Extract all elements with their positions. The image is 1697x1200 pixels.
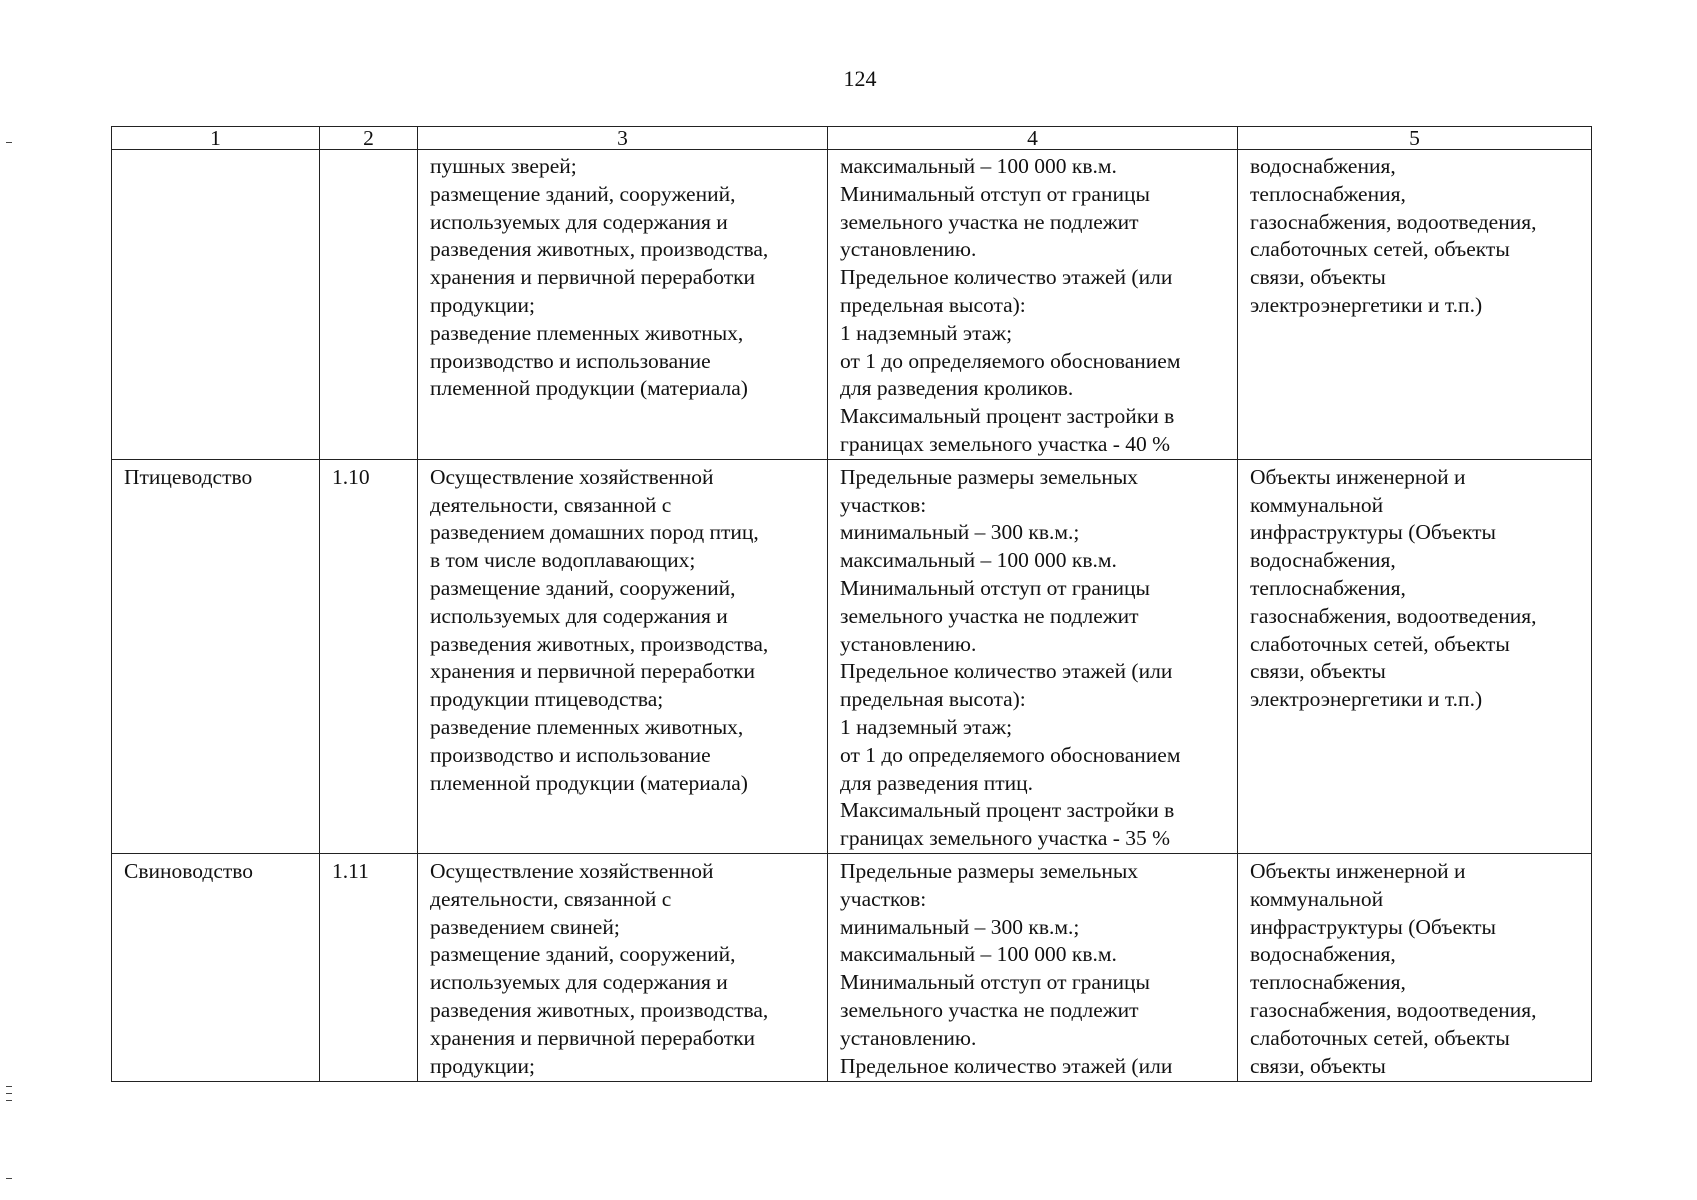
text-line: хранения и первичной переработки (430, 265, 756, 290)
text-line: связи, объекты (1250, 265, 1386, 290)
page-number: 124 (843, 66, 877, 91)
text-line: электроэнергетики и т.п.) (1250, 687, 1483, 712)
regulations-table (111, 126, 1592, 1082)
text-line: разведения животных, производства, (430, 237, 769, 262)
text-line: продукции; (430, 292, 536, 317)
parameters-cell (828, 459, 1238, 853)
table-row (112, 853, 1592, 1081)
text-line: границах земельного участка - 35 % (840, 826, 1171, 851)
activity-code-cell (320, 150, 418, 460)
text-line: племенной продукции (материала) (430, 376, 748, 401)
infrastructure-cell (1238, 853, 1592, 1081)
text-line: водоснабжения, (1250, 942, 1396, 967)
text-line: максимальный – 100 000 кв.м. (840, 942, 1117, 967)
text-line: Предельные размеры земельных (840, 464, 1139, 489)
header-cell-4: 4 (828, 127, 1238, 150)
text-line: для разведения птиц. (840, 770, 1034, 795)
text-line: связи, объекты (1250, 659, 1386, 684)
text-line: размещение зданий, сооружений, (430, 575, 736, 600)
text-line: Минимальный отступ от границы (840, 970, 1150, 995)
header-cell-1: 1 (112, 127, 320, 150)
text-line: слаботочных сетей, объекты (1250, 237, 1510, 262)
text-line: участков: (840, 492, 927, 517)
text-line: Минимальный отступ от границы (840, 181, 1150, 206)
text-line: теплоснабжения, (1250, 575, 1406, 600)
text-line: установлению. (840, 237, 977, 262)
text-line: племенной продукции (материала) (430, 770, 748, 795)
scan-edge-mark (6, 1086, 12, 1087)
text-line: Объекты инженерной и (1250, 858, 1466, 883)
text-line: инфраструктуры (Объекты (1250, 520, 1497, 545)
text-line: коммунальной (1250, 886, 1384, 911)
text-line: максимальный – 100 000 кв.м. (840, 548, 1117, 573)
table-row (112, 150, 1592, 460)
text-line: минимальный – 300 кв.м.; (840, 520, 1080, 545)
text-line: газоснабжения, водоотведения, (1250, 603, 1537, 628)
text-line: производство и использование (430, 742, 711, 767)
parameters-cell (828, 853, 1238, 1081)
header-row (112, 127, 1592, 150)
text-line: в том числе водоплавающих; (430, 548, 696, 573)
text-line: установлению. (840, 1025, 977, 1050)
text-line: теплоснабжения, (1250, 970, 1406, 995)
text-line: Предельное количество этажей (или (840, 659, 1173, 684)
text-line: Максимальный процент застройки в (840, 798, 1175, 823)
text-line: связи, объекты (1250, 1053, 1386, 1078)
text-line: производство и использование (430, 348, 711, 373)
text-line: продукции; (430, 1053, 536, 1078)
text-line: предельная высота): (840, 292, 1026, 317)
text-line: Осуществление хозяйственной (430, 464, 714, 489)
text-line: пушных зверей; (430, 154, 577, 178)
header-cell-2: 2 (320, 127, 418, 150)
text-line: Предельное количество этажей (или (840, 265, 1173, 290)
text-line: участков: (840, 886, 927, 911)
text-line: коммунальной (1250, 492, 1384, 517)
infrastructure-cell (1238, 459, 1592, 853)
text-line: для разведения кроликов. (840, 376, 1074, 401)
text-line: 1 надземный этаж; (840, 320, 1013, 345)
text-line: Объекты инженерной и (1250, 464, 1466, 489)
text-line: размещение зданий, сооружений, (430, 181, 736, 206)
text-line: электроэнергетики и т.п.) (1250, 292, 1483, 317)
description-cell (418, 459, 828, 853)
text-line: от 1 до определяемого обоснованием (840, 742, 1181, 767)
text-line: инфраструктуры (Объекты (1250, 914, 1497, 939)
text-line: деятельности, связанной с (430, 886, 672, 911)
text-line: разведением свиней; (430, 914, 620, 939)
text-line: хранения и первичной переработки (430, 659, 756, 684)
text-line: разведение племенных животных, (430, 714, 744, 739)
text-line: Предельное количество этажей (или (840, 1053, 1173, 1078)
text-line: Осуществление хозяйственной (430, 858, 714, 883)
text-line: 1 надземный этаж; (840, 714, 1013, 739)
table-row (112, 459, 1592, 853)
text-line: газоснабжения, водоотведения, (1250, 997, 1537, 1022)
activity-name-cell: Птицеводство (112, 459, 320, 853)
scan-edge-mark (6, 1178, 12, 1179)
text-line: земельного участка не подлежит (840, 603, 1139, 628)
text-line: разведения животных, производства, (430, 631, 769, 656)
infrastructure-cell (1238, 150, 1592, 460)
text-line: слаботочных сетей, объекты (1250, 631, 1510, 656)
text-line: разведение племенных животных, (430, 320, 744, 345)
text-line: Предельные размеры земельных (840, 858, 1139, 883)
activity-code-cell: 1.11 (320, 853, 418, 1081)
text-line: водоснабжения, (1250, 154, 1396, 178)
text-line: используемых для содержания и (430, 603, 728, 628)
text-line: Минимальный отступ от границы (840, 575, 1150, 600)
text-line: установлению. (840, 631, 977, 656)
description-cell (418, 853, 828, 1081)
scan-edge-mark (6, 1093, 12, 1094)
text-line: водоснабжения, (1250, 548, 1396, 573)
text-line: земельного участка не подлежит (840, 209, 1139, 234)
text-line: земельного участка не подлежит (840, 997, 1139, 1022)
text-line: продукции птицеводства; (430, 687, 664, 712)
text-line: газоснабжения, водоотведения, (1250, 209, 1537, 234)
text-line: размещение зданий, сооружений, (430, 942, 736, 967)
text-line: хранения и первичной переработки (430, 1025, 756, 1050)
text-line: разведения животных, производства, (430, 997, 769, 1022)
text-line: минимальный – 300 кв.м.; (840, 914, 1080, 939)
header-cell-3: 3 (418, 127, 828, 150)
text-line: разведением домашних пород птиц, (430, 520, 759, 545)
text-line: деятельности, связанной с (430, 492, 672, 517)
text-line: Максимальный процент застройки в (840, 404, 1175, 429)
scan-edge-mark (6, 142, 12, 143)
table-body (112, 150, 1592, 1082)
activity-name-cell: Свиноводство (112, 853, 320, 1081)
text-line: границах земельного участка - 40 % (840, 431, 1171, 456)
text-line: используемых для содержания и (430, 970, 728, 995)
text-line: максимальный – 100 000 кв.м. (840, 154, 1117, 178)
scan-edge-mark (6, 1100, 12, 1101)
text-line: предельная высота): (840, 687, 1026, 712)
description-cell (418, 150, 828, 460)
header-cell-5: 5 (1238, 127, 1592, 150)
text-line: теплоснабжения, (1250, 181, 1406, 206)
activity-code-cell: 1.10 (320, 459, 418, 853)
parameters-cell (828, 150, 1238, 460)
text-line: от 1 до определяемого обоснованием (840, 348, 1181, 373)
activity-name-cell (112, 150, 320, 460)
text-line: используемых для содержания и (430, 209, 728, 234)
text-line: слаботочных сетей, объекты (1250, 1025, 1510, 1050)
